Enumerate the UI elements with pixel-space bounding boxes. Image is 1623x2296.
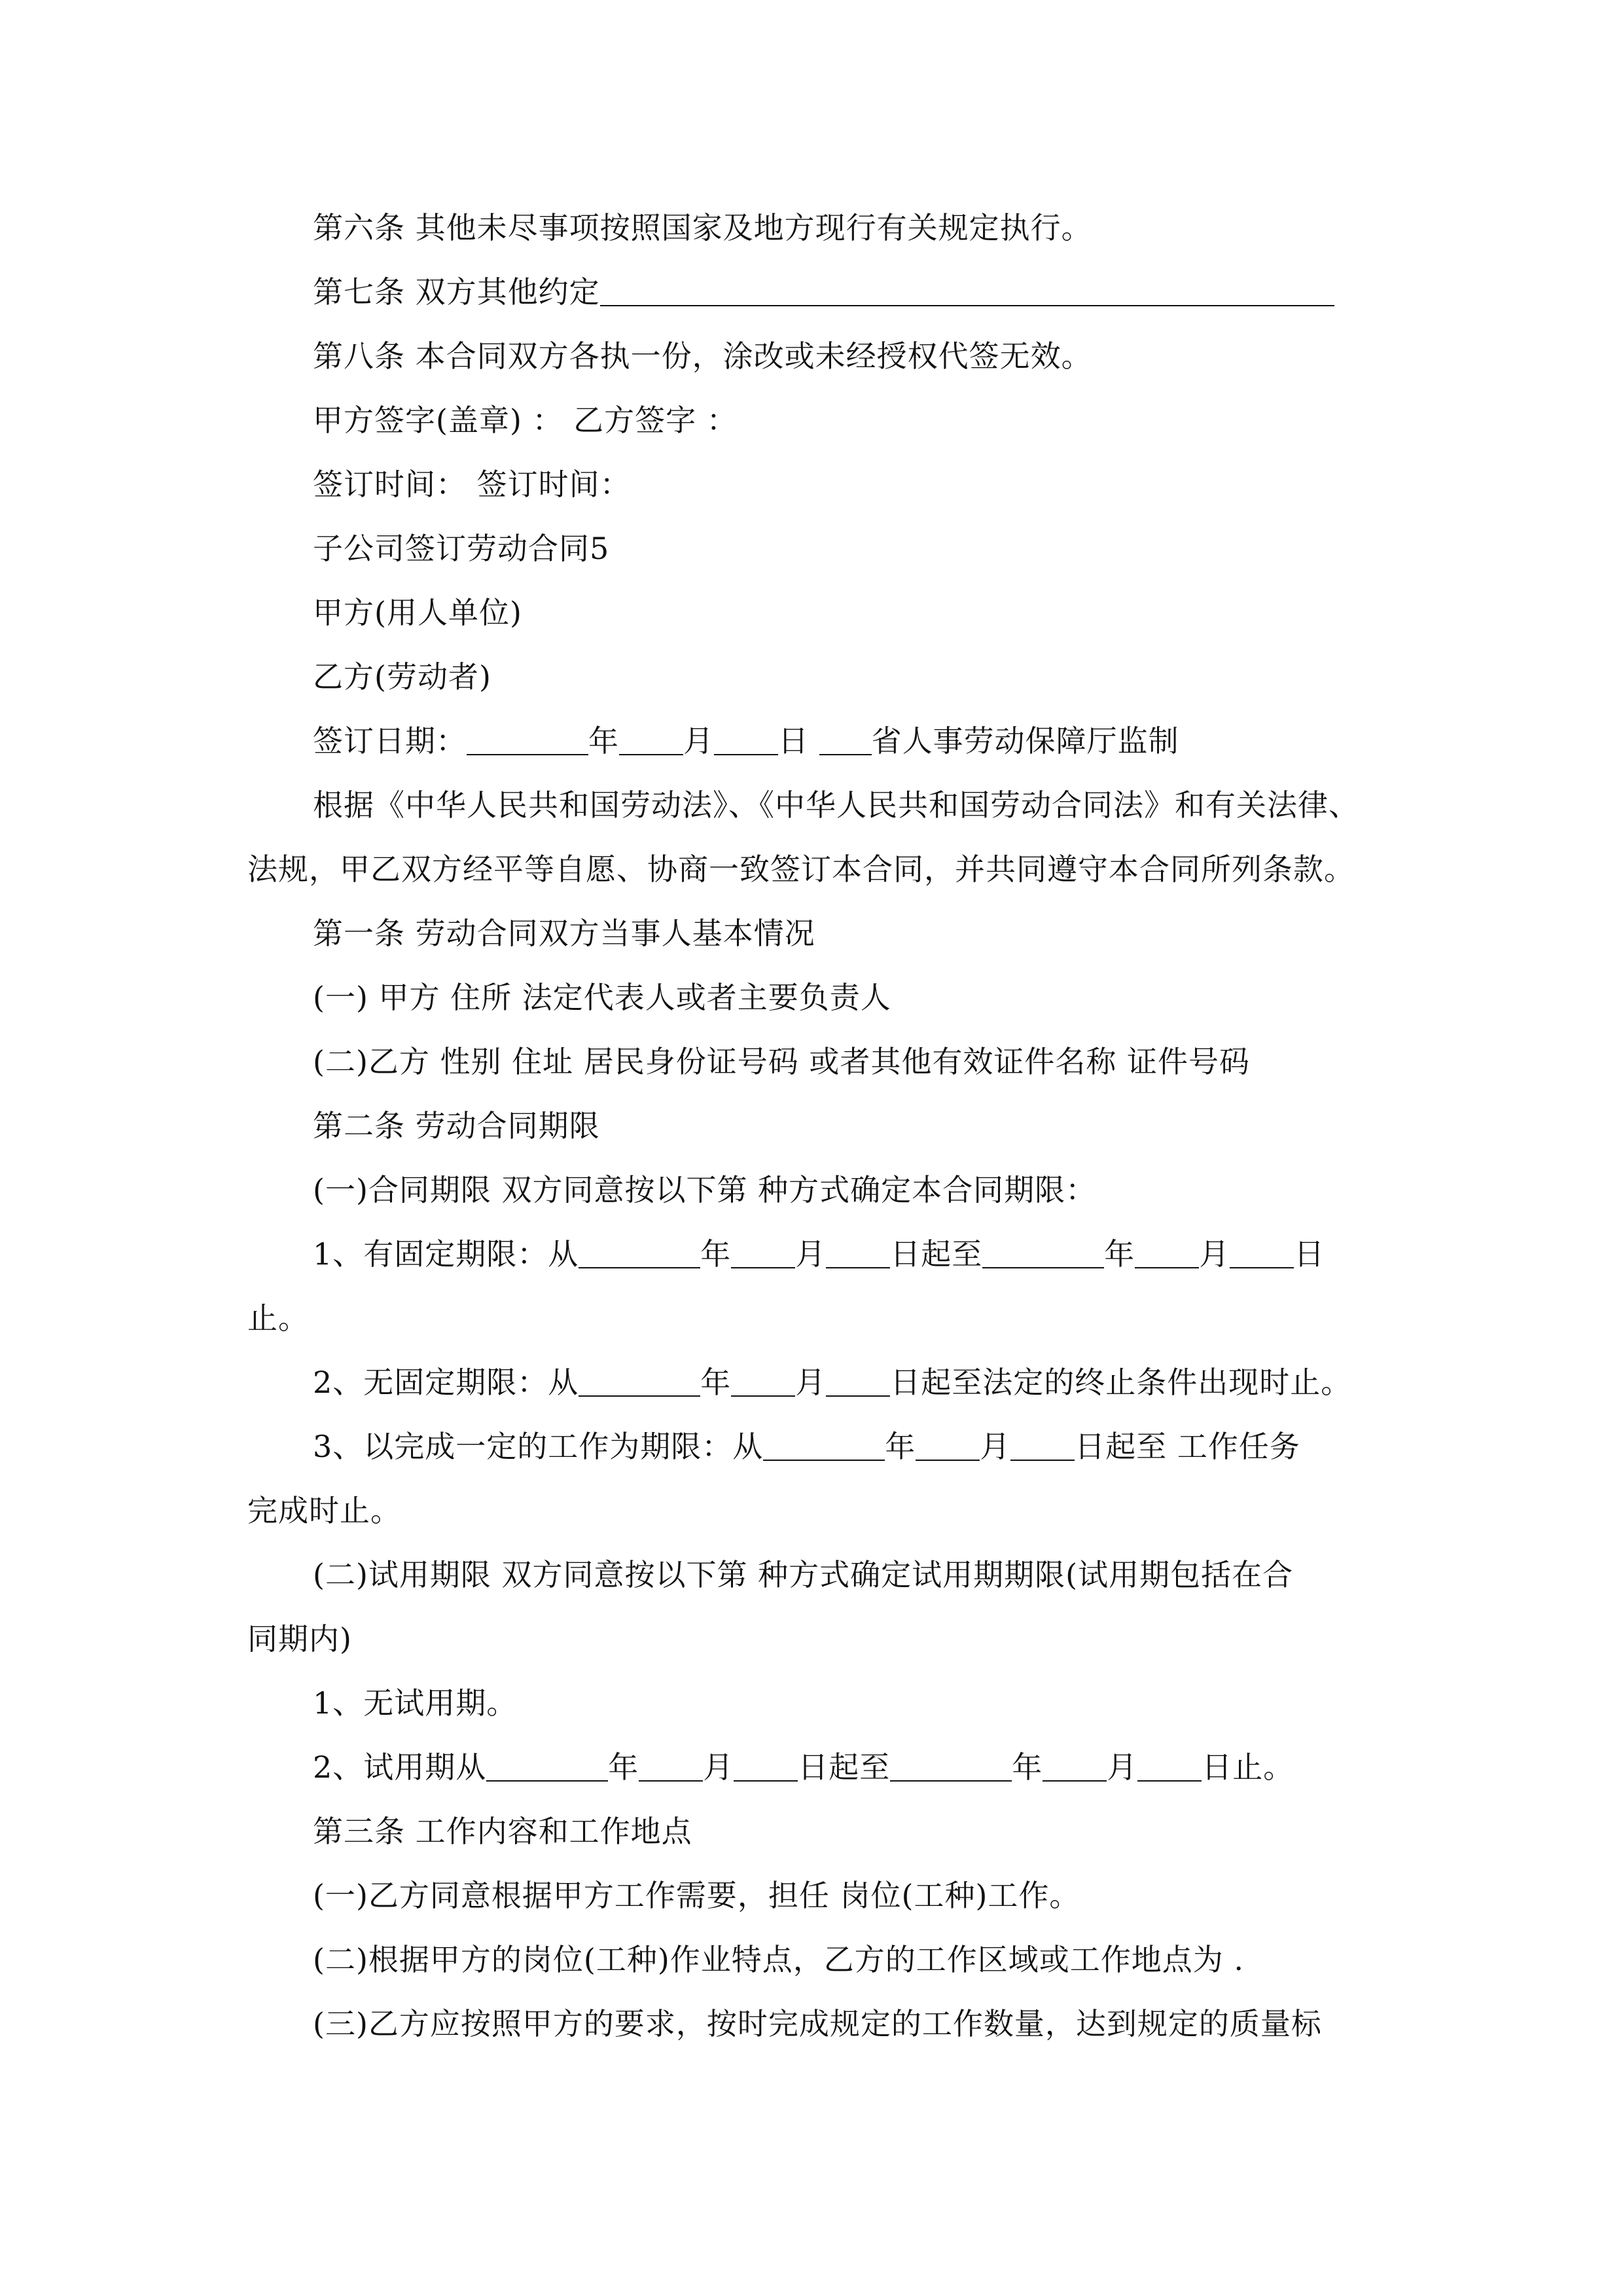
blank-line [619,725,683,755]
blank-line [714,725,778,755]
clause-line: 1、无试用期。 [313,1685,518,1721]
blank-line [734,1751,798,1782]
article-1-heading: 第一条 劳动合同双方当事人基本情况 [313,916,815,951]
blank-line [916,1431,980,1461]
blank-line [731,1367,795,1397]
signing-time-line: 签订时间： 签订时间： [313,467,631,502]
clause-line: 止。 [247,1300,309,1336]
clause-line: (一)乙方同意根据甲方工作需要，担任 岗位(工种)工作。 [313,1878,1080,1913]
clause-line: (一)合同期限 双方同意按以下第 种方式确定本合同期限： [313,1172,1097,1208]
blank-line [982,1238,1104,1268]
blank-line [1043,1751,1107,1782]
article-8: 第八条 本合同双方各执一份，涂改或未经授权代签无效。 [313,338,1092,374]
clause-line: (二)乙方 性别 住址 居民身份证号码 或者其他有效证件名称 证件号码 [313,1044,1251,1079]
article-2-heading: 第二条 劳动合同期限 [313,1108,600,1143]
article-7 [313,272,1334,312]
blank-line [1010,1431,1075,1461]
paragraph-line: 法规，甲乙双方经平等自愿、协商一致签订本合同，并共同遵守本合同所列条款。 [247,852,1355,887]
blank-line [763,1431,885,1461]
article-3-heading: 第三条 工作内容和工作地点 [313,1814,692,1849]
blank-line [731,1238,795,1268]
clause-line: (三)乙方应按照甲方的要求，按时完成规定的工作数量，达到规定的质量标 [313,2006,1322,2041]
clause-line: 1、有固定期限：从 年 月 日起至 年 月 日 [313,1236,1325,1272]
party-b: 乙方(劳动者) [313,659,491,694]
party-a: 甲方(用人单位) [313,595,522,630]
clause-line: (二)试用期限 双方同意按以下第 种方式确定试用期期限(试用期包括在合 [313,1557,1294,1592]
clause-line: 完成时止。 [247,1493,401,1528]
blank-line [890,1751,1012,1782]
blank-line [467,725,588,755]
clause-line: 3、以完成一定的工作为期限：从 年 月 日起至 工作任务 [313,1429,1300,1464]
blank-line [639,1751,703,1782]
blank-line [826,1238,890,1268]
blank-line [1230,1238,1294,1268]
blank-line [486,1751,608,1782]
blank-line [1137,1751,1202,1782]
blank-line [600,276,1334,306]
article-7-label: 第七条 双方其他约定 [313,274,600,310]
blank-line [579,1367,700,1397]
clause-line: 2、无固定期限：从 年 月 日起至法定的终止条件出现时止。 [313,1365,1352,1400]
blank-line [826,1367,890,1397]
paragraph-line: 根据《中华人民共和国劳动法》、《中华人民共和国劳动合同法》和有关法律、 [313,787,1359,823]
section-title: 子公司签订劳动合同5 [313,531,610,566]
signing-date-line: 签订日期： 年 月 日 省人事劳动保障厅监制 [313,723,1179,759]
clause-line: (一) 甲方 住所 法定代表人或者主要负责人 [313,980,891,1015]
article-6: 第六条 其他未尽事项按照国家及地方现行有关规定执行。 [313,210,1092,245]
signature-line: 甲方签字(盖章) ： 乙方签字 ： [313,403,738,438]
blank-line [819,725,872,755]
clause-line: 2、试用期从 年 月 日起至 年 月 日止。 [313,1749,1294,1785]
blank-line [579,1238,700,1268]
clause-line: 同期内) [247,1621,352,1657]
blank-line [1135,1238,1199,1268]
clause-line: (二)根据甲方的岗位(工种)作业特点，乙方的工作区域或工作地点为 . [313,1942,1245,1977]
